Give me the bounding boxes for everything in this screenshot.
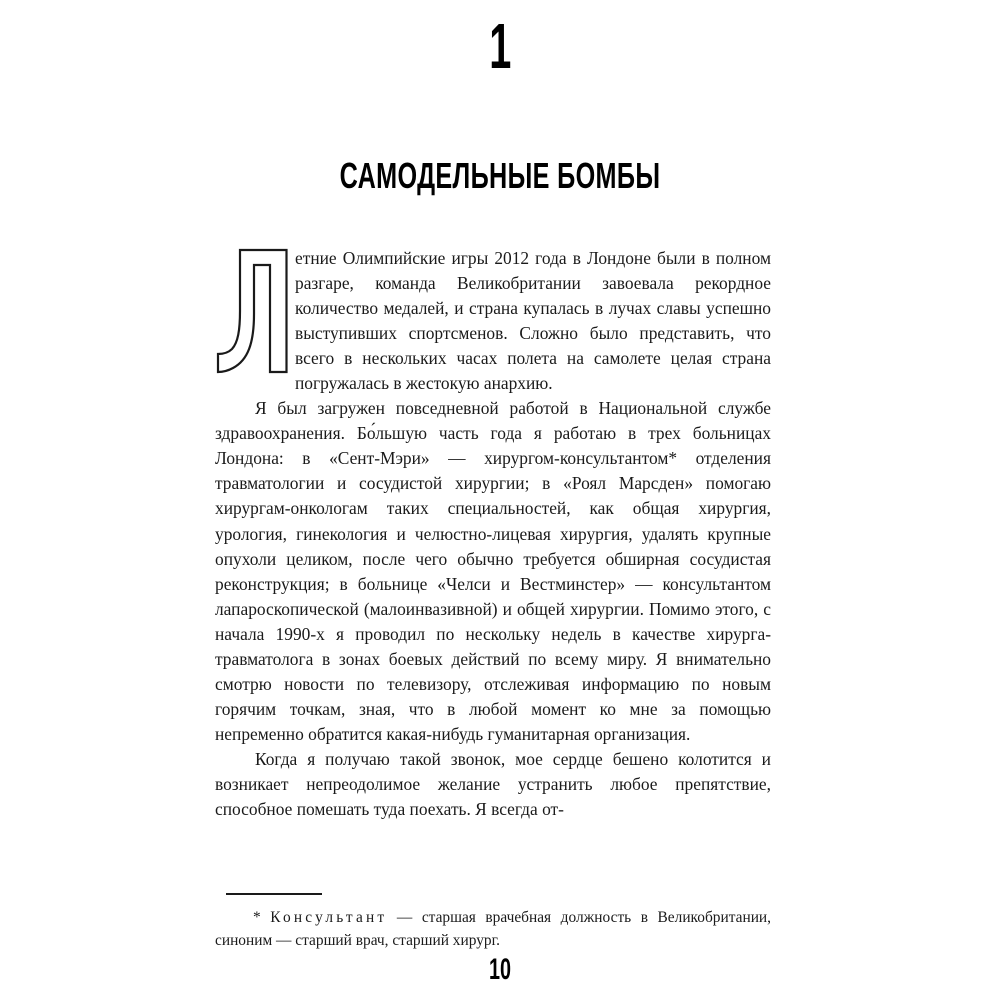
chapter-title: САМОДЕЛЬНЫЕ БОМБЫ bbox=[339, 155, 661, 197]
footnote-marker: * bbox=[253, 909, 271, 926]
footnote-definition: — старшая врачебная должность в Великобритании, синоним — старший врач, старший хирург. bbox=[215, 909, 772, 949]
footnote-text bbox=[215, 906, 771, 952]
paragraph-3-text: Когда я получаю такой звонок, мое сердце бешено колотится и возникает непреодолимое желание устранить любое препятствие, способное помешать туда поехать. Я всегда от- bbox=[215, 748, 771, 820]
paragraph-2 bbox=[215, 396, 771, 747]
footnote-separator-rule bbox=[226, 893, 322, 895]
paragraph-1 bbox=[215, 246, 771, 396]
body-text-column bbox=[215, 246, 771, 822]
footnote bbox=[215, 893, 771, 952]
paragraph-2-text: Я был загружен повседневной работой в Национальной службе здравоохранения. Бо́льшую часть года я работаю в трех больницах Лондона: в «Сент-Мэри» — хирургом-консультантом* отделения травматологии и сосудистой хирургии; в «Роял Марсден» помогаю хирургам-онкологам таких специальностей, как общая хирургия, урология, гинекология и челюстно-лицевая хирургия, удалять крупные опухоли целиком, после чего обычно требуется обширная сосудистая реконструкция; в больнице «Челси и Вестминстер» — консультантом лапароскопической (малоинвазивной) и общей хирургии. Помимо этого, с начала 1990-х я проводил по нескольку недель в качестве хирурга-травматолога в зонах боевых действий по всему миру. Я внимательно смотрю новости по телевизору, отслеживая информацию по новым горячим точкам, зная, что в любой момент ко мне за помощью непременно обратится какая-нибудь гуманитарная организация. bbox=[215, 398, 771, 744]
paragraph-3 bbox=[215, 747, 771, 822]
drop-cap-letter bbox=[215, 248, 289, 374]
paragraph-1-text: етние Олимпийские игры 2012 года в Лондоне были в полном разгаре, команда Великобритании завоевала рекордное количество медалей, и страна купалась в лучах славы успешно выступивших спортсменов. Сложно было представить, что всего в нескольких часах полета на самолете целая страна погружалась в жестокую анархию. bbox=[295, 248, 771, 394]
chapter-number: 1 bbox=[489, 10, 511, 82]
page-number: 10 bbox=[488, 953, 512, 986]
footnote-term: Консультант bbox=[270, 909, 388, 926]
